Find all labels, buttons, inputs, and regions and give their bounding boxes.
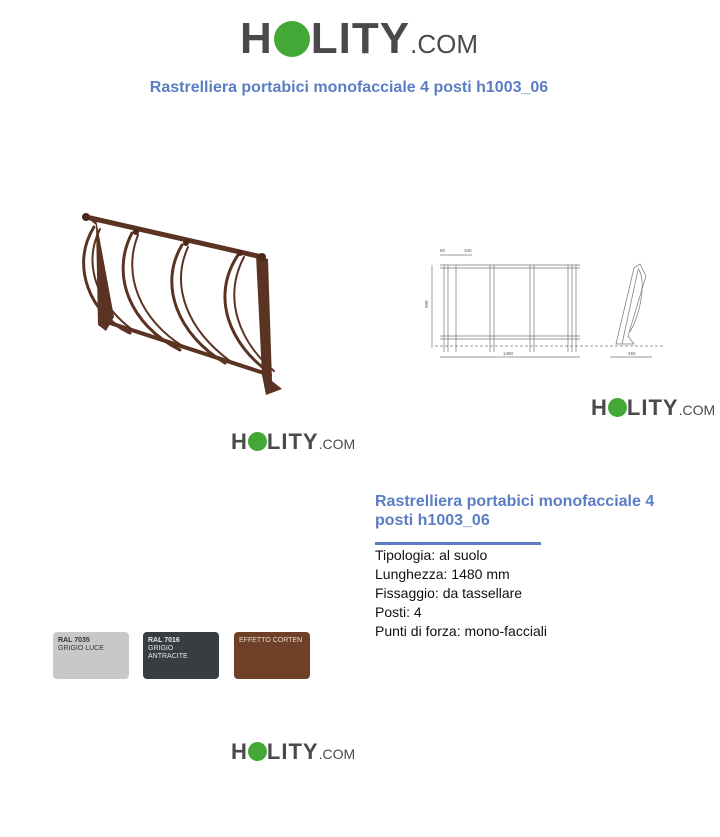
logo-tld: .COM xyxy=(410,29,478,59)
color-swatch-effetto-corten xyxy=(234,632,310,679)
swatch-name: GRIGIO ANTRACITE xyxy=(148,645,188,660)
logo-letters-lity: LITY xyxy=(266,739,319,764)
color-swatch-ral-7016 xyxy=(143,632,219,679)
spec-item-punti-di-forza: Punti di forza: mono-facciali xyxy=(375,623,547,639)
swatch-code: RAL 7035 xyxy=(58,637,90,644)
brand-logo-bottom xyxy=(231,739,355,765)
product-image-bike-rack xyxy=(70,205,300,405)
page-title: Rastrelliera portabici monofacciale 4 posti h1003_06 xyxy=(149,79,549,96)
info-title: Rastrelliera portabici monofacciale 4 posti h1003_06 xyxy=(375,493,655,529)
spec-item-tipologia: Tipologia: al suolo xyxy=(375,547,488,563)
info-title-underline xyxy=(375,542,541,545)
logo-green-dot-icon xyxy=(248,742,267,761)
dim-label-1480: 1480 xyxy=(503,351,514,356)
logo-letters-lity: LITY xyxy=(626,395,679,420)
logo-tld: .COM xyxy=(678,402,716,418)
logo-green-dot-icon xyxy=(608,398,627,417)
spec-item-posti: Posti: 4 xyxy=(375,604,422,620)
logo-letters-lity: LITY xyxy=(266,429,319,454)
spec-item-fissaggio: Fissaggio: da tassellare xyxy=(375,585,523,601)
logo-letter-h: H xyxy=(231,429,248,454)
brand-logo-top xyxy=(240,14,478,64)
spec-item-lunghezza: Lunghezza: 1480 mm xyxy=(375,566,510,582)
technical-drawing xyxy=(420,240,670,365)
logo-letter-h: H xyxy=(591,395,608,420)
logo-green-dot-icon xyxy=(274,21,310,57)
logo-letter-h: H xyxy=(231,739,248,764)
swatch-name: EFFETTO CORTEN xyxy=(239,637,303,644)
logo-letters-lity: LITY xyxy=(310,14,411,63)
brand-logo-under-drawing xyxy=(591,395,715,421)
logo-tld: .COM xyxy=(318,746,356,762)
dim-label-340: 340 xyxy=(464,248,472,253)
dim-label-450: 450 xyxy=(628,351,636,356)
logo-green-dot-icon xyxy=(248,432,267,451)
swatch-name: GRIGIO LUCE xyxy=(58,645,104,652)
swatch-code: RAL 7016 xyxy=(148,637,180,644)
dim-label-80: 80 xyxy=(440,248,446,253)
spec-list xyxy=(375,546,547,641)
dim-label-990: 990 xyxy=(424,300,429,308)
color-swatch-ral-7035 xyxy=(53,632,129,679)
logo-letter-h: H xyxy=(240,14,273,63)
logo-tld: .COM xyxy=(318,436,356,452)
brand-logo-under-product xyxy=(231,429,355,455)
